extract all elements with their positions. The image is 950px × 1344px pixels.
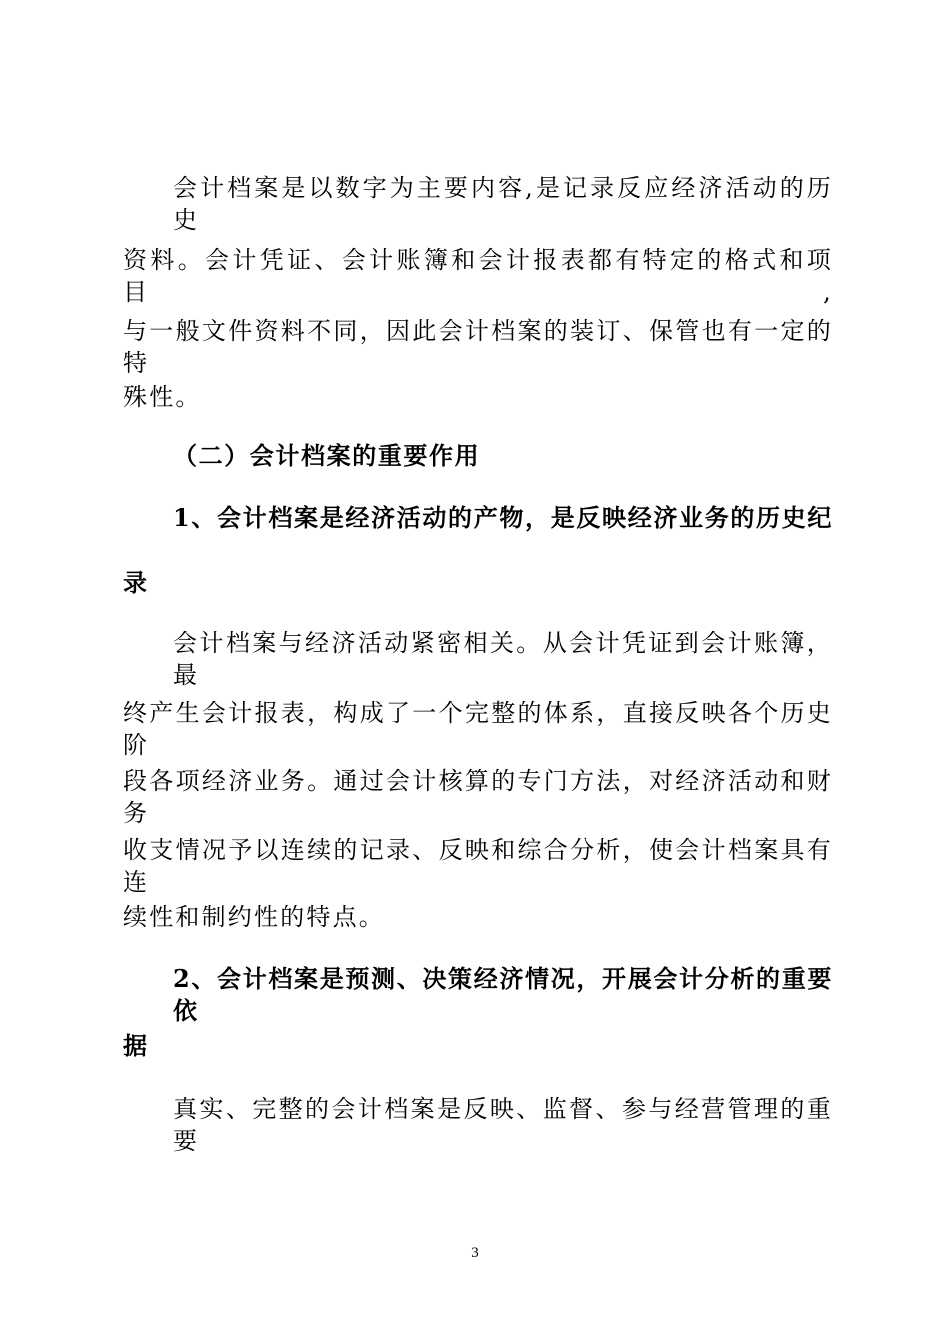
paragraph-line: 终产生会计报表，构成了一个完整的体系，直接反映各个历史阶 [123,699,833,759]
subheading-line: 2、会计档案是预测、决策经济情况，开展会计分析的重要依 [173,964,833,1025]
page-number: 3 [471,1245,479,1261]
paragraph-line: 续性和制约性的特点。 [123,903,385,931]
paragraph-line: 殊性。 [123,383,202,411]
paragraph-line: 收支情况予以连续的记录、反映和综合分析，使会计档案具有连 [123,836,833,896]
paragraph-line: 会计档案是以数字为主要内容,是记录反应经济活动的历史 [173,174,833,234]
subheading-line: 1、会计档案是经济活动的产物，是反映经济业务的历史纪 [173,503,833,532]
paragraph-line: 真实、完整的会计档案是反映、监督、参与经营管理的重要 [173,1095,833,1155]
subheading-line: 录 [123,568,149,597]
paragraph-line: 会计档案与经济活动紧密相关。从会计凭证到会计账簿，最 [173,629,833,689]
subheading-line: 据 [123,1031,149,1060]
paragraph-line: 与一般文件资料不同，因此会计档案的装订、保管也有一定的特 [123,317,833,377]
paragraph-line: 资料。会计凭证、会计账簿和会计报表都有特定的格式和项目, [123,246,833,306]
paragraph-line: 段各项经济业务。通过会计核算的专门方法，对经济活动和财务 [123,767,833,827]
section-heading: （二）会计档案的重要作用 [173,441,481,470]
